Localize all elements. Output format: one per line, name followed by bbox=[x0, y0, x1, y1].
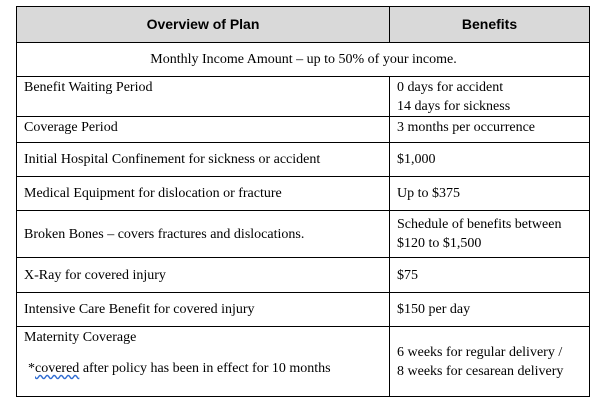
header-overview-of-plan: Overview of Plan bbox=[17, 7, 390, 43]
bones-range-text: $120 to $1,500 bbox=[397, 236, 482, 251]
row-value-benefit-waiting-period bbox=[390, 77, 590, 117]
table-row bbox=[17, 177, 590, 211]
row-value-medical-equipment: Up to $375 bbox=[390, 177, 590, 211]
footnote-asterisk: * bbox=[28, 361, 35, 376]
waiting-sickness-value: 14 days for sickness bbox=[397, 99, 511, 114]
table-row bbox=[17, 117, 590, 143]
maternity-coverage-label: Maternity Coverage bbox=[24, 330, 137, 345]
row-label-x-ray: X-Ray for covered injury bbox=[17, 258, 390, 293]
row-value-maternity-coverage bbox=[390, 327, 590, 397]
monthly-income-amount: Monthly Income Amount – up to 50% of your income. bbox=[17, 43, 590, 77]
header-benefits: Benefits bbox=[390, 7, 590, 43]
table-row bbox=[17, 293, 590, 327]
row-value-coverage-period: 3 months per occurrence bbox=[390, 117, 590, 143]
maternity-footnote bbox=[24, 359, 383, 378]
bones-schedule-text: Schedule of benefits between bbox=[397, 217, 562, 232]
row-value-broken-bones bbox=[390, 211, 590, 258]
table-row bbox=[17, 211, 590, 258]
row-value-intensive-care: $150 per day bbox=[390, 293, 590, 327]
row-label-hospital-confinement: Initial Hospital Confinement for sickness or accident bbox=[17, 143, 390, 177]
maternity-regular-delivery: 6 weeks for regular delivery / bbox=[397, 344, 563, 360]
row-value-hospital-confinement: $1,000 bbox=[390, 143, 590, 177]
footnote-covered-word: covered bbox=[35, 361, 80, 376]
plan-overview-table bbox=[16, 6, 590, 397]
table-row bbox=[17, 143, 590, 177]
header-row bbox=[17, 7, 590, 43]
row-label-coverage-period: Coverage Period bbox=[17, 117, 390, 143]
footnote-rest: after policy has been in effect for 10 months bbox=[79, 361, 331, 376]
maternity-cesarean-delivery: 8 weeks for cesarean delivery bbox=[397, 363, 564, 379]
table-row bbox=[17, 327, 590, 397]
row-label-medical-equipment: Medical Equipment for dislocation or fracture bbox=[17, 177, 390, 211]
monthly-income-row bbox=[17, 43, 590, 77]
table-row bbox=[17, 258, 590, 293]
row-label-broken-bones: Broken Bones – covers fractures and dislocations. bbox=[17, 211, 390, 258]
waiting-accident-value: 0 days for accident bbox=[397, 80, 504, 95]
row-label-intensive-care: Intensive Care Benefit for covered injury bbox=[17, 293, 390, 327]
row-label-benefit-waiting-period: Benefit Waiting Period bbox=[17, 77, 390, 117]
row-value-x-ray: $75 bbox=[390, 258, 590, 293]
table-row bbox=[17, 77, 590, 117]
row-label-maternity-coverage bbox=[17, 327, 390, 397]
